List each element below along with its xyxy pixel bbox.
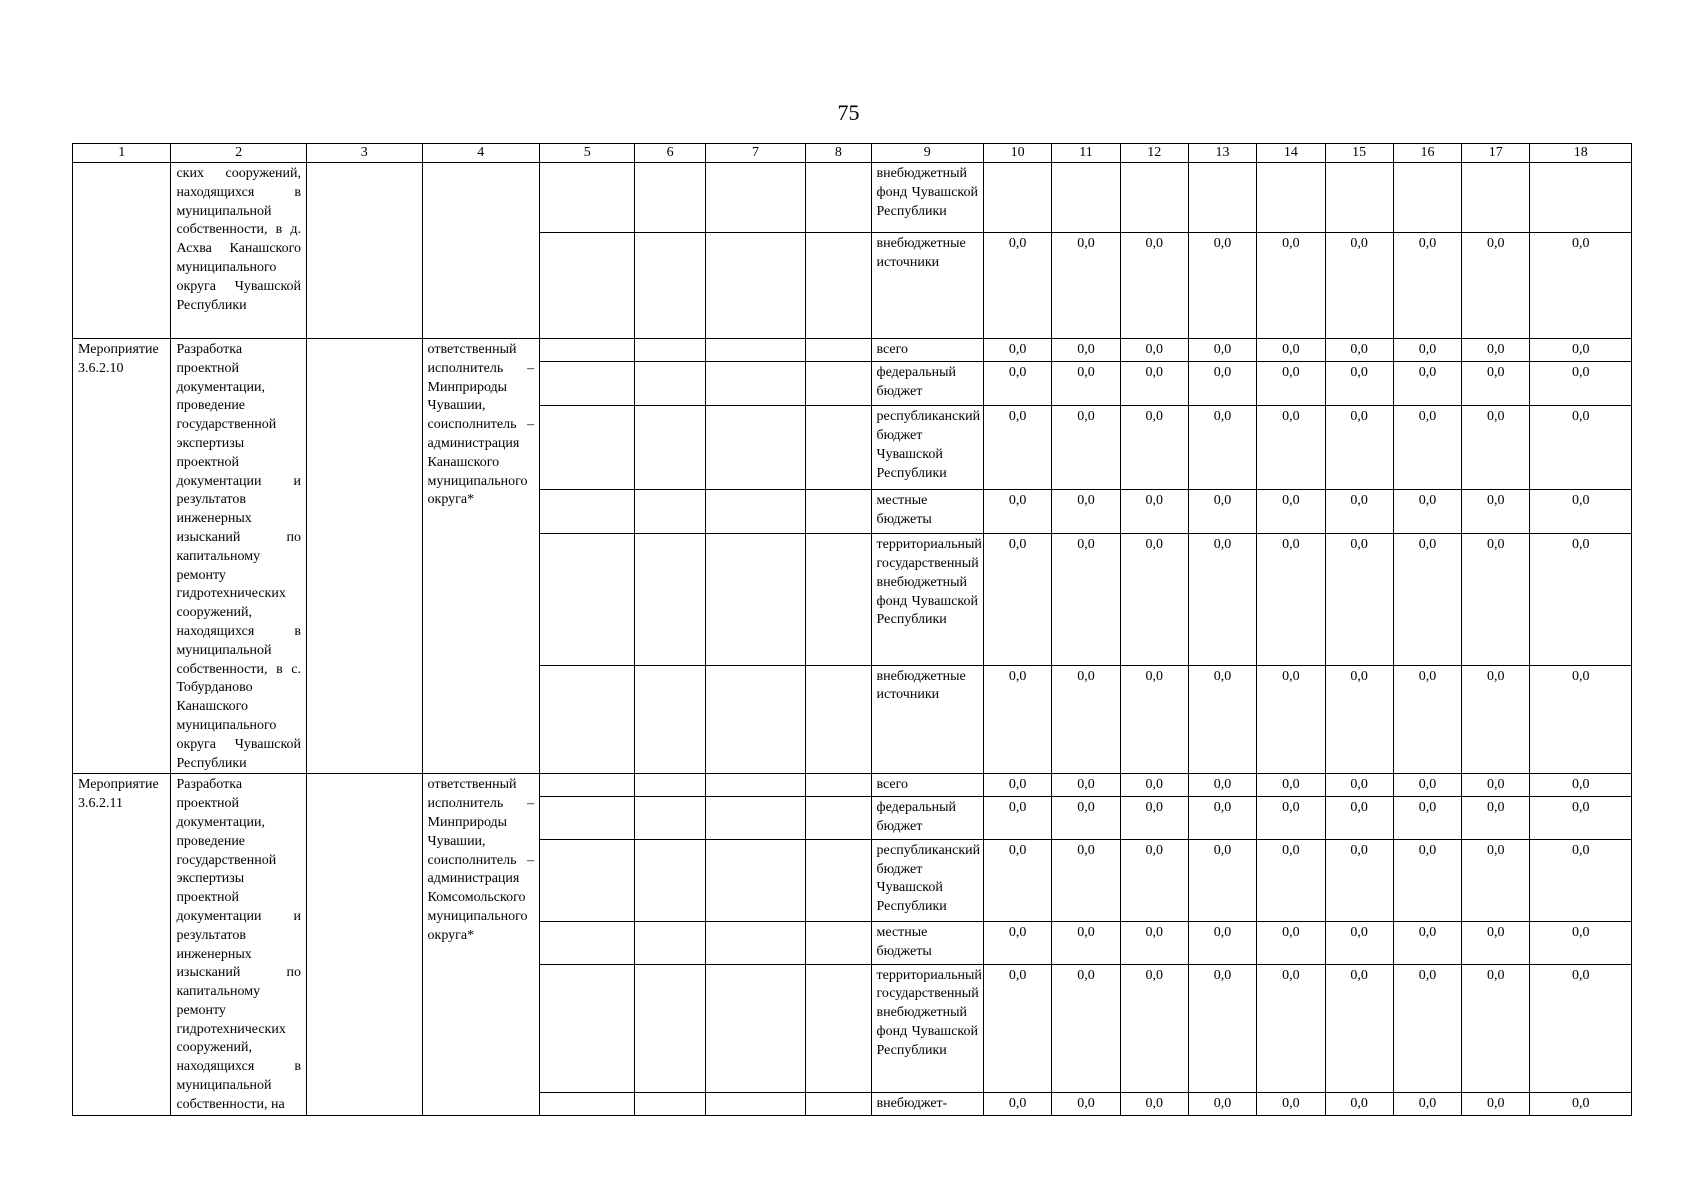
value-cell: 0,0 bbox=[1325, 839, 1393, 921]
event-code-cell bbox=[73, 163, 171, 339]
value-cell: 0,0 bbox=[1325, 1092, 1393, 1115]
budget-table bbox=[72, 143, 1632, 1116]
funding-source-label: республиканский бюджет Чувашской Республики bbox=[871, 839, 984, 921]
event-description: Разработка проектной документации, проведение государственной экспертизы проектной документации и результатов инженерных изысканий по капитальному ремонту гидротехнических сооружений, находящихся в муниципальной собственности, на bbox=[171, 774, 307, 1115]
value-cell: 0,0 bbox=[1530, 964, 1632, 1092]
value-cell: 0,0 bbox=[1462, 233, 1530, 339]
executor-cell: ответственный исполнитель – Минприроды Чувашии, соисполнитель – администрация Канашского муниципального округа* bbox=[422, 339, 540, 774]
event-description: Разработка проектной документации, проведение государственной экспертизы проектной документации и результатов инженерных изысканий по капитальному ремонту гидротехнических сооружений, находящихся в муниципальной собственности, в с. Тобурданово Канашского муниципального округа Чувашской Республики bbox=[171, 339, 307, 774]
funding-source-label: территориальный государственный внебюджетный фонд Чувашской Республики bbox=[871, 964, 984, 1092]
value-cell: 0,0 bbox=[1052, 490, 1120, 534]
funding-empty-cell bbox=[540, 406, 635, 490]
column-3-cell bbox=[307, 774, 423, 1115]
value-cell: 0,0 bbox=[1393, 406, 1461, 490]
column-3-cell bbox=[307, 339, 423, 774]
funding-empty-cell bbox=[705, 406, 805, 490]
value-cell: 0,0 bbox=[1052, 1092, 1120, 1115]
event-code-cell: Мероприятие 3.6.2.11 bbox=[73, 774, 171, 1115]
funding-empty-cell bbox=[806, 1092, 871, 1115]
funding-empty-cell bbox=[705, 839, 805, 921]
funding-empty-cell bbox=[705, 964, 805, 1092]
value-cell: 0,0 bbox=[1393, 1092, 1461, 1115]
value-cell: 0,0 bbox=[1257, 490, 1325, 534]
funding-empty-cell bbox=[635, 839, 705, 921]
value-cell: 0,0 bbox=[1462, 362, 1530, 406]
funding-empty-cell bbox=[806, 665, 871, 774]
event-description: ских сооружений, находящихся в муниципальной собственности, в д. Асхва Канашского муниципального округа Чувашской Республики bbox=[171, 163, 307, 339]
value-cell: 0,0 bbox=[1393, 339, 1461, 362]
value-cell: 0,0 bbox=[1325, 964, 1393, 1092]
executor-cell bbox=[422, 163, 540, 339]
value-cell: 0,0 bbox=[1257, 339, 1325, 362]
value-cell: 0,0 bbox=[1393, 534, 1461, 665]
value-cell: 0,0 bbox=[1120, 921, 1188, 964]
value-cell: 0,0 bbox=[1530, 774, 1632, 797]
event-code-cell: Мероприятие 3.6.2.10 bbox=[73, 339, 171, 774]
value-cell bbox=[1325, 163, 1393, 233]
value-cell: 0,0 bbox=[1052, 797, 1120, 840]
value-cell: 0,0 bbox=[1462, 839, 1530, 921]
funding-empty-cell bbox=[806, 233, 871, 339]
value-cell bbox=[1530, 163, 1632, 233]
funding-empty-cell bbox=[806, 774, 871, 797]
funding-empty-cell bbox=[540, 839, 635, 921]
column-header-18: 18 bbox=[1530, 144, 1632, 163]
value-cell: 0,0 bbox=[984, 362, 1052, 406]
funding-empty-cell bbox=[635, 339, 705, 362]
column-header-14: 14 bbox=[1257, 144, 1325, 163]
value-cell: 0,0 bbox=[1530, 921, 1632, 964]
value-cell: 0,0 bbox=[1188, 490, 1256, 534]
value-cell: 0,0 bbox=[1188, 1092, 1256, 1115]
value-cell: 0,0 bbox=[1325, 774, 1393, 797]
funding-empty-cell bbox=[806, 490, 871, 534]
value-cell: 0,0 bbox=[984, 1092, 1052, 1115]
funding-empty-cell bbox=[540, 797, 635, 840]
value-cell: 0,0 bbox=[1393, 964, 1461, 1092]
funding-source-label: местные бюджеты bbox=[871, 921, 984, 964]
value-cell: 0,0 bbox=[1052, 406, 1120, 490]
column-header-9: 9 bbox=[871, 144, 984, 163]
value-cell: 0,0 bbox=[1393, 665, 1461, 774]
value-cell: 0,0 bbox=[1120, 406, 1188, 490]
column-header-12: 12 bbox=[1120, 144, 1188, 163]
funding-empty-cell bbox=[540, 774, 635, 797]
funding-empty-cell bbox=[705, 797, 805, 840]
funding-source-label: внебюджетные источники bbox=[871, 665, 984, 774]
value-cell: 0,0 bbox=[1393, 839, 1461, 921]
value-cell: 0,0 bbox=[1530, 233, 1632, 339]
value-cell bbox=[1188, 163, 1256, 233]
value-cell: 0,0 bbox=[984, 233, 1052, 339]
value-cell: 0,0 bbox=[1188, 665, 1256, 774]
value-cell: 0,0 bbox=[1188, 534, 1256, 665]
value-cell: 0,0 bbox=[984, 406, 1052, 490]
funding-empty-cell bbox=[540, 921, 635, 964]
funding-empty-cell bbox=[540, 233, 635, 339]
value-cell: 0,0 bbox=[1052, 774, 1120, 797]
value-cell: 0,0 bbox=[1462, 665, 1530, 774]
value-cell: 0,0 bbox=[1462, 797, 1530, 840]
value-cell: 0,0 bbox=[1325, 406, 1393, 490]
value-cell: 0,0 bbox=[1120, 839, 1188, 921]
value-cell: 0,0 bbox=[1120, 665, 1188, 774]
value-cell: 0,0 bbox=[1257, 534, 1325, 665]
value-cell: 0,0 bbox=[1257, 406, 1325, 490]
funding-empty-cell bbox=[705, 163, 805, 233]
executor-cell: ответственный исполнитель – Минприроды Чувашии, соисполнитель – администрация Комсомольского муниципального округа* bbox=[422, 774, 540, 1115]
funding-empty-cell bbox=[705, 774, 805, 797]
column-header-15: 15 bbox=[1325, 144, 1393, 163]
column-header-2: 2 bbox=[171, 144, 307, 163]
funding-source-label: внебюджетные источники bbox=[871, 233, 984, 339]
funding-empty-cell bbox=[540, 163, 635, 233]
funding-source-label: всего bbox=[871, 339, 984, 362]
value-cell: 0,0 bbox=[1257, 964, 1325, 1092]
funding-source-label: федеральный бюджет bbox=[871, 362, 984, 406]
funding-empty-cell bbox=[806, 339, 871, 362]
value-cell: 0,0 bbox=[1120, 233, 1188, 339]
funding-empty-cell bbox=[806, 921, 871, 964]
value-cell bbox=[1257, 163, 1325, 233]
funding-source-label: местные бюджеты bbox=[871, 490, 984, 534]
column-header-10: 10 bbox=[984, 144, 1052, 163]
value-cell: 0,0 bbox=[1257, 797, 1325, 840]
funding-empty-cell bbox=[635, 774, 705, 797]
funding-empty-cell bbox=[705, 665, 805, 774]
value-cell bbox=[984, 163, 1052, 233]
value-cell: 0,0 bbox=[1052, 534, 1120, 665]
funding-source-label: внебюджет- bbox=[871, 1092, 984, 1115]
funding-empty-cell bbox=[806, 362, 871, 406]
table-row bbox=[73, 339, 1632, 362]
funding-empty-cell bbox=[540, 1092, 635, 1115]
value-cell: 0,0 bbox=[1325, 362, 1393, 406]
column-header-3: 3 bbox=[307, 144, 423, 163]
value-cell: 0,0 bbox=[1530, 797, 1632, 840]
value-cell: 0,0 bbox=[1257, 839, 1325, 921]
value-cell: 0,0 bbox=[1188, 362, 1256, 406]
value-cell: 0,0 bbox=[1257, 233, 1325, 339]
value-cell: 0,0 bbox=[1530, 1092, 1632, 1115]
value-cell: 0,0 bbox=[1052, 339, 1120, 362]
value-cell: 0,0 bbox=[984, 964, 1052, 1092]
value-cell: 0,0 bbox=[984, 774, 1052, 797]
value-cell: 0,0 bbox=[1120, 797, 1188, 840]
value-cell: 0,0 bbox=[1257, 921, 1325, 964]
value-cell: 0,0 bbox=[1120, 534, 1188, 665]
value-cell: 0,0 bbox=[1393, 921, 1461, 964]
value-cell: 0,0 bbox=[1530, 839, 1632, 921]
value-cell: 0,0 bbox=[1462, 406, 1530, 490]
column-header-13: 13 bbox=[1188, 144, 1256, 163]
value-cell: 0,0 bbox=[1052, 921, 1120, 964]
value-cell: 0,0 bbox=[1530, 665, 1632, 774]
value-cell bbox=[1120, 163, 1188, 233]
funding-empty-cell bbox=[635, 964, 705, 1092]
funding-empty-cell bbox=[635, 362, 705, 406]
value-cell: 0,0 bbox=[1120, 1092, 1188, 1115]
value-cell: 0,0 bbox=[1188, 406, 1256, 490]
funding-source-label: территориальный государственный внебюджетный фонд Чувашской Республики bbox=[871, 534, 984, 665]
value-cell: 0,0 bbox=[1462, 921, 1530, 964]
value-cell: 0,0 bbox=[984, 921, 1052, 964]
value-cell: 0,0 bbox=[1325, 797, 1393, 840]
value-cell: 0,0 bbox=[1462, 774, 1530, 797]
value-cell: 0,0 bbox=[1120, 490, 1188, 534]
value-cell: 0,0 bbox=[1052, 233, 1120, 339]
table-row bbox=[73, 163, 1632, 233]
value-cell: 0,0 bbox=[1052, 839, 1120, 921]
column-header-6: 6 bbox=[635, 144, 705, 163]
value-cell: 0,0 bbox=[1052, 964, 1120, 1092]
column-header-17: 17 bbox=[1462, 144, 1530, 163]
column-header-5: 5 bbox=[540, 144, 635, 163]
value-cell: 0,0 bbox=[1257, 362, 1325, 406]
value-cell: 0,0 bbox=[984, 490, 1052, 534]
funding-empty-cell bbox=[540, 534, 635, 665]
funding-empty-cell bbox=[635, 233, 705, 339]
value-cell bbox=[1462, 163, 1530, 233]
value-cell: 0,0 bbox=[984, 534, 1052, 665]
value-cell: 0,0 bbox=[984, 665, 1052, 774]
value-cell: 0,0 bbox=[1120, 362, 1188, 406]
value-cell: 0,0 bbox=[1530, 362, 1632, 406]
value-cell: 0,0 bbox=[1325, 921, 1393, 964]
funding-empty-cell bbox=[540, 665, 635, 774]
value-cell: 0,0 bbox=[1325, 490, 1393, 534]
value-cell: 0,0 bbox=[1188, 921, 1256, 964]
funding-empty-cell bbox=[540, 339, 635, 362]
column-header-16: 16 bbox=[1393, 144, 1461, 163]
value-cell: 0,0 bbox=[1325, 339, 1393, 362]
funding-empty-cell bbox=[635, 921, 705, 964]
funding-empty-cell bbox=[806, 406, 871, 490]
value-cell: 0,0 bbox=[1325, 233, 1393, 339]
value-cell: 0,0 bbox=[1120, 774, 1188, 797]
funding-source-label: республиканский бюджет Чувашской Республики bbox=[871, 406, 984, 490]
value-cell: 0,0 bbox=[984, 839, 1052, 921]
value-cell: 0,0 bbox=[1188, 339, 1256, 362]
funding-empty-cell bbox=[806, 839, 871, 921]
funding-empty-cell bbox=[705, 339, 805, 362]
value-cell: 0,0 bbox=[1530, 339, 1632, 362]
value-cell bbox=[1393, 163, 1461, 233]
funding-empty-cell bbox=[635, 797, 705, 840]
funding-empty-cell bbox=[806, 964, 871, 1092]
funding-empty-cell bbox=[635, 406, 705, 490]
value-cell: 0,0 bbox=[1052, 665, 1120, 774]
value-cell: 0,0 bbox=[1393, 490, 1461, 534]
value-cell: 0,0 bbox=[984, 797, 1052, 840]
value-cell: 0,0 bbox=[1462, 1092, 1530, 1115]
funding-empty-cell bbox=[635, 665, 705, 774]
funding-empty-cell bbox=[705, 534, 805, 665]
value-cell: 0,0 bbox=[1462, 490, 1530, 534]
value-cell: 0,0 bbox=[1188, 964, 1256, 1092]
value-cell: 0,0 bbox=[1530, 406, 1632, 490]
funding-empty-cell bbox=[806, 534, 871, 665]
column-header-8: 8 bbox=[806, 144, 871, 163]
value-cell: 0,0 bbox=[1530, 490, 1632, 534]
header-row bbox=[73, 144, 1632, 163]
value-cell: 0,0 bbox=[1393, 797, 1461, 840]
column-header-1: 1 bbox=[73, 144, 171, 163]
funding-empty-cell bbox=[635, 490, 705, 534]
value-cell: 0,0 bbox=[1188, 839, 1256, 921]
funding-empty-cell bbox=[705, 233, 805, 339]
column-header-7: 7 bbox=[705, 144, 805, 163]
funding-source-label: всего bbox=[871, 774, 984, 797]
value-cell bbox=[1052, 163, 1120, 233]
value-cell: 0,0 bbox=[1530, 534, 1632, 665]
column-3-cell bbox=[307, 163, 423, 339]
funding-empty-cell bbox=[540, 490, 635, 534]
value-cell: 0,0 bbox=[1257, 1092, 1325, 1115]
funding-empty-cell bbox=[806, 163, 871, 233]
funding-source-label: федеральный бюджет bbox=[871, 797, 984, 840]
funding-empty-cell bbox=[705, 921, 805, 964]
value-cell: 0,0 bbox=[1393, 362, 1461, 406]
value-cell: 0,0 bbox=[984, 339, 1052, 362]
funding-empty-cell bbox=[635, 163, 705, 233]
value-cell: 0,0 bbox=[1257, 665, 1325, 774]
value-cell: 0,0 bbox=[1462, 534, 1530, 665]
funding-empty-cell bbox=[705, 362, 805, 406]
funding-empty-cell bbox=[635, 534, 705, 665]
value-cell: 0,0 bbox=[1393, 774, 1461, 797]
page-number: 75 bbox=[837, 100, 860, 125]
value-cell: 0,0 bbox=[1257, 774, 1325, 797]
value-cell: 0,0 bbox=[1325, 665, 1393, 774]
value-cell: 0,0 bbox=[1188, 774, 1256, 797]
column-header-4: 4 bbox=[422, 144, 540, 163]
funding-empty-cell bbox=[540, 362, 635, 406]
value-cell: 0,0 bbox=[1393, 233, 1461, 339]
value-cell: 0,0 bbox=[1188, 233, 1256, 339]
value-cell: 0,0 bbox=[1120, 964, 1188, 1092]
value-cell: 0,0 bbox=[1188, 797, 1256, 840]
funding-empty-cell bbox=[705, 490, 805, 534]
funding-empty-cell bbox=[705, 1092, 805, 1115]
value-cell: 0,0 bbox=[1462, 964, 1530, 1092]
value-cell: 0,0 bbox=[1052, 362, 1120, 406]
funding-empty-cell bbox=[635, 1092, 705, 1115]
funding-empty-cell bbox=[806, 797, 871, 840]
funding-source-label: внебюджетный фонд Чувашской Республики bbox=[871, 163, 984, 233]
value-cell: 0,0 bbox=[1120, 339, 1188, 362]
value-cell: 0,0 bbox=[1325, 534, 1393, 665]
value-cell: 0,0 bbox=[1462, 339, 1530, 362]
table-row bbox=[73, 774, 1632, 797]
column-header-11: 11 bbox=[1052, 144, 1120, 163]
funding-empty-cell bbox=[540, 964, 635, 1092]
